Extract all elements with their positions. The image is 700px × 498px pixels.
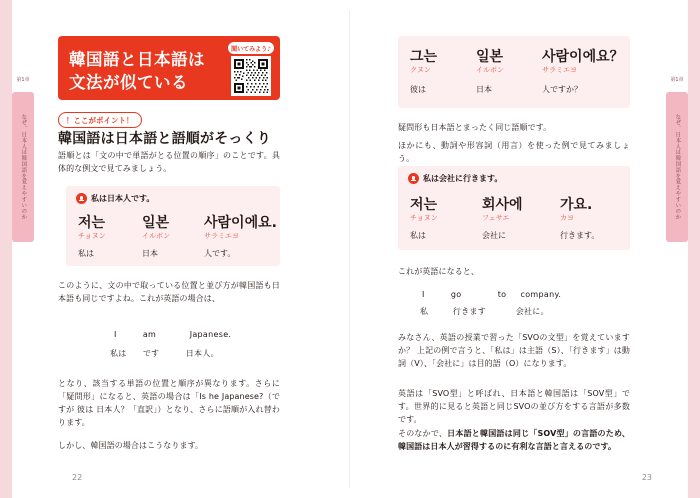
example-2-gloss-row (410, 84, 632, 95)
example-3-gloss-3: 行きます。 (560, 231, 600, 240)
example-box-2 (398, 36, 630, 108)
example-3-korean-word-2: 회사에 フェサエ (482, 197, 523, 222)
microphone-icon (408, 173, 419, 184)
example-3-gloss-row (410, 230, 626, 241)
microphone-icon (76, 193, 87, 204)
example-2-korean-word-2: 일본 イルボン (476, 49, 504, 74)
page-number-right: 23 (641, 473, 652, 482)
right-english-gloss (420, 306, 549, 317)
example-1-korean-row (78, 216, 284, 240)
example-box-3 (398, 166, 630, 250)
right-english-gloss-2: 行きます (452, 307, 487, 316)
example-1-gloss-3: 人です。 (204, 249, 236, 258)
example-3-gloss-1: 私は (410, 231, 426, 240)
page-number-left: 22 (72, 473, 83, 482)
right-english-gloss-1: 私 (420, 307, 429, 316)
example-2-korean-row (410, 50, 632, 74)
right-paragraph-6-bold-1: 日本語と韓国語は同じ「SOV型」の言語のため、 (447, 429, 630, 438)
right-paragraph-3: これが英語になると、 (398, 267, 479, 276)
example-2-gloss-2: 日本 (476, 85, 492, 94)
audio-qr-label: 聞いてみよう♪ (228, 42, 274, 54)
left-english-word-1: I (114, 330, 117, 339)
chapter-tab-label-left: 第1章 (16, 77, 30, 83)
example-box-1 (66, 186, 280, 266)
left-paragraph-1: 語順とは「文の中で単語がとる位置の順序」のことです。具体的な例文で見てみましょう。 (58, 151, 280, 173)
left-english-gloss-3: 日本人。 (185, 349, 219, 358)
example-2-gloss-1: 彼は (410, 85, 426, 94)
left-english-gloss-2: です (142, 349, 160, 358)
left-english-word-3: Japanese. (189, 330, 232, 339)
example-2-korean-word-1: 그는 クヌン (410, 49, 438, 74)
right-paragraph-2: ほかにも、動詞や形容詞（用言）を使った例で見てみましょう。 (398, 141, 630, 163)
example-1-korean-word-1: 저는 チョヌン (78, 215, 106, 240)
left-page (42, 0, 342, 498)
right-english-sentence (422, 290, 561, 299)
example-1-korean-word-2: 일본 イルボン (142, 215, 170, 240)
example-2-korean-word-3: 사람이에요？ サラミエヨ (542, 49, 624, 74)
left-english-sentence (114, 330, 231, 339)
example-3-gloss-2: 会社に (482, 231, 506, 240)
right-english-word-1: I (422, 290, 425, 299)
left-english-word-2: am (142, 330, 157, 339)
right-paragraph-6-lead: そのなかで、 (398, 429, 448, 438)
example-3-jp-text: 私は会社に行きます。 (423, 174, 503, 183)
example-1-korean-word-3: 사람이에요. サラミエヨ (204, 215, 277, 240)
chapter-tab-left (12, 77, 34, 242)
right-english-word-4: company. (520, 290, 562, 299)
audio-qr-block[interactable] (228, 42, 274, 96)
example-1-jp-text: 私は日本人です。 (91, 194, 155, 203)
left-paragraph-3: となり、該当する単語の位置と順序が異なります。さらに「疑問形」になると、英語の場合は「Is he Japanese?（ですが 彼は 日本人？「直訳」）となり、さらに語順が入れ替わります。 (58, 379, 280, 427)
left-paragraph-4: しかし、韓国語の場合はこうなります。 (58, 441, 204, 450)
right-english-gloss-3: 会社に。 (515, 307, 549, 316)
section-title-banner (58, 36, 280, 100)
example-1-gloss-1: 私は (78, 249, 94, 258)
section-title-line2: 文法が似ている (69, 73, 188, 92)
qr-code-icon[interactable] (231, 56, 271, 96)
right-page (382, 0, 682, 498)
left-paragraph-2: このように、文の中で取っている位置と並び方が韓国語も日本語も同じですよね。これが英語の場合は、 (58, 281, 280, 303)
example-1-gloss-row (78, 248, 284, 259)
example-3-jp-sentence (408, 173, 502, 184)
example-3-korean-word-1: 저는 チョヌン (410, 197, 438, 222)
right-paragraph-5: 英語は「SVO型」と呼ばれ、日本語と韓国語は「SOV型」です。世界的に見ると英語と同じSVOの並び方をする言語が多数です。 (398, 389, 630, 424)
chapter-tab-label-right: 第1章 (670, 77, 684, 83)
right-english-word-2: go (450, 290, 462, 299)
right-paragraph-1: 疑問形も日本語とまったく同じ語順です。 (398, 123, 552, 132)
example-1-jp-sentence (76, 193, 154, 204)
right-paragraph-6 (398, 428, 630, 454)
point-heading: 韓国語は日本語と語順がそっくり (58, 131, 271, 147)
page-edge-right (688, 0, 700, 498)
example-3-korean-row (410, 198, 626, 222)
example-2-gloss-3: 人ですか？ (542, 85, 582, 94)
right-english-word-3: to (497, 290, 507, 299)
left-english-gloss-1: 私は (110, 349, 127, 358)
page-gutter (349, 10, 350, 488)
right-paragraph-6-bold-2: 韓国語は日本人が習得するのに有利な言語と言えるのです。 (398, 441, 617, 451)
example-3-korean-word-3: 가요. カヨ (560, 197, 593, 222)
chapter-tab-text-right: なぜ、日本人は韓国語を覚えやすいのか (674, 113, 681, 221)
section-title-line1: 韓国語と日本語は (69, 50, 205, 69)
left-english-gloss (110, 348, 219, 359)
page-edge-left (0, 0, 12, 498)
chapter-tab-text-left: なぜ、日本人は韓国語を覚えやすいのか (20, 113, 27, 221)
example-1-gloss-2: 日本 (142, 249, 158, 258)
point-tag: ！ここがポイント！ (58, 112, 142, 128)
right-paragraph-4: みなさん、英語の授業で習った「SVOの文型」を覚えていますか？ 上記の例で言うと、「私は」は主語（S）、「行きます」は動詞（V）、「会社に」は目的語（O）になります。 (398, 333, 630, 368)
